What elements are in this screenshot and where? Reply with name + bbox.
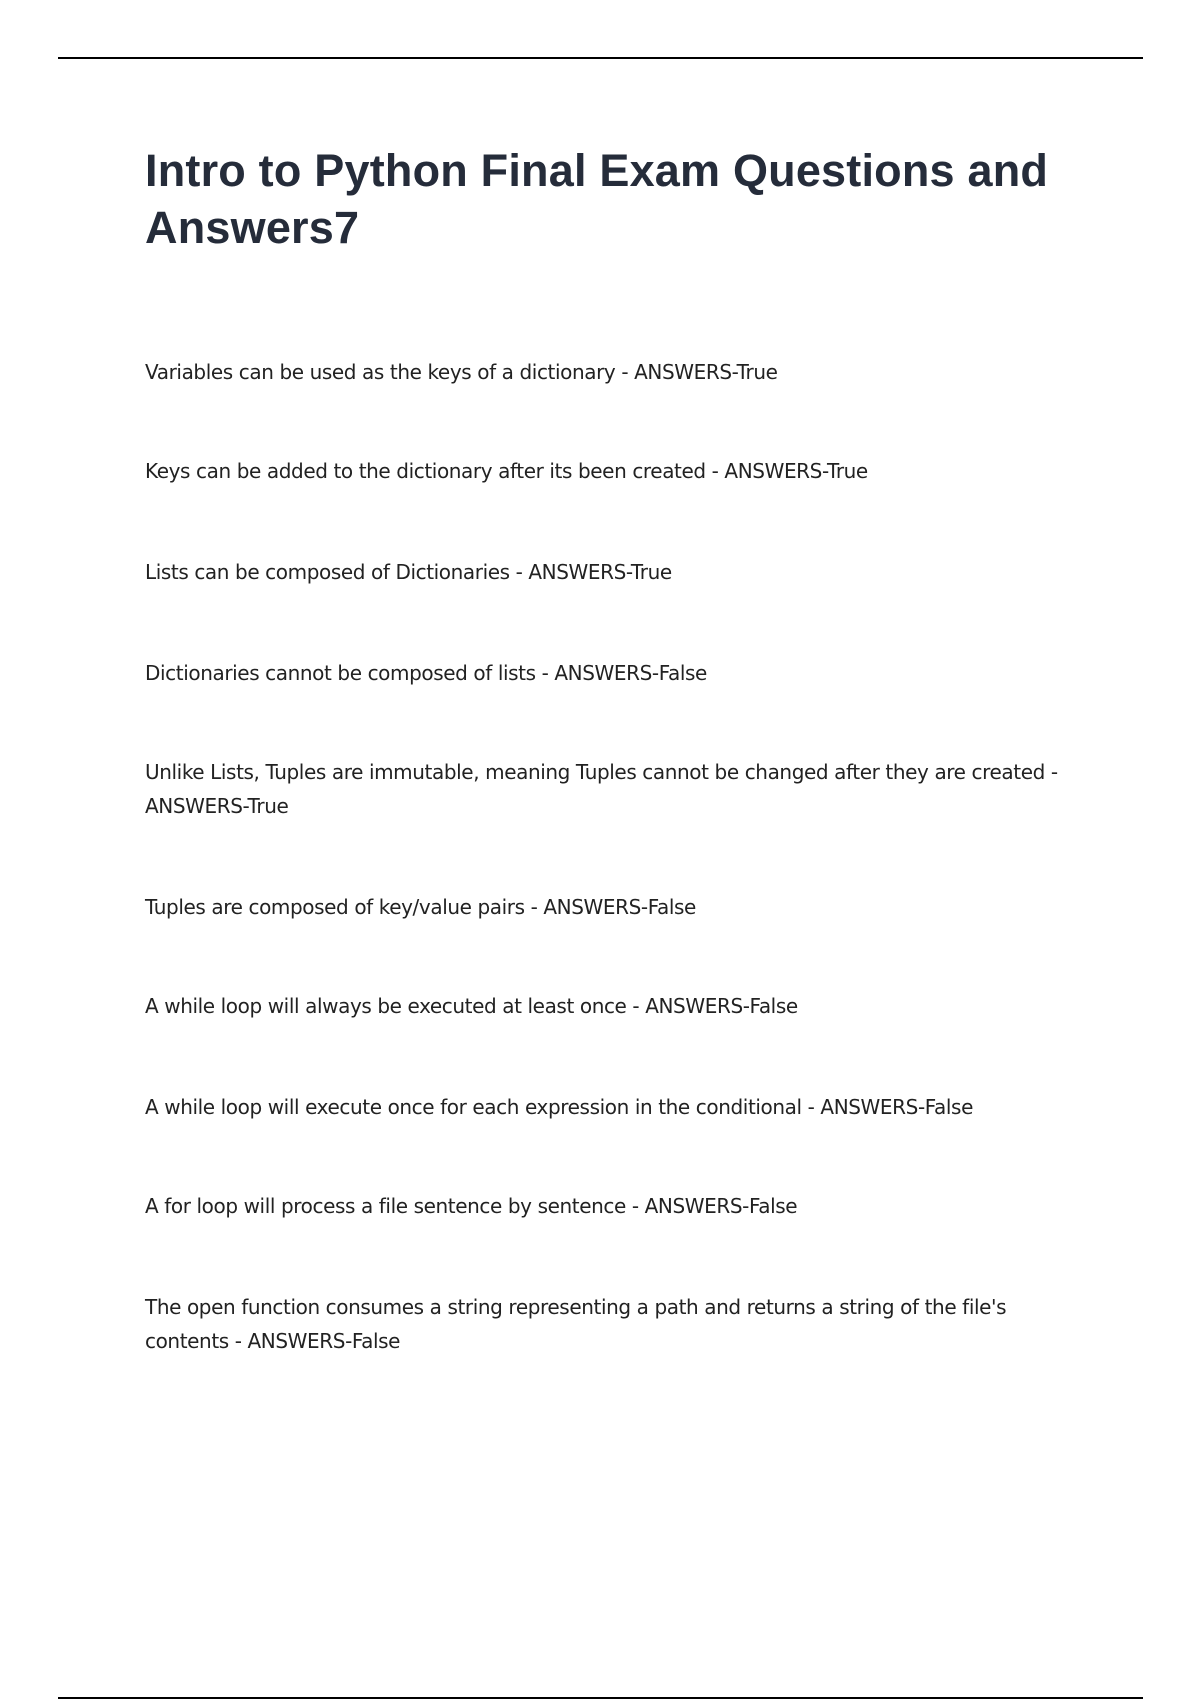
qa-item: The open function consumes a string representing a path and returns a string of the file's contents - ANSWERS-False — [145, 1295, 1007, 1353]
qa-item: Variables can be used as the keys of a dictionary - ANSWERS-True — [145, 360, 778, 384]
qa-item: A while loop will always be executed at least once - ANSWERS-False — [145, 994, 798, 1018]
bottom-divider — [58, 1697, 1143, 1699]
qa-item: Unlike Lists, Tuples are immutable, meaning Tuples cannot be changed after they are created - ANSWERS-True — [145, 760, 1058, 818]
qa-item: A while loop will execute once for each expression in the conditional - ANSWERS-False — [145, 1095, 973, 1119]
top-divider — [58, 57, 1143, 59]
qa-item: Dictionaries cannot be composed of lists - ANSWERS-False — [145, 661, 707, 685]
qa-item: Tuples are composed of key/value pairs - ANSWERS-False — [145, 895, 696, 919]
qa-item: A for loop will process a file sentence by sentence - ANSWERS-False — [145, 1194, 798, 1218]
qa-item: Keys can be added to the dictionary after its been created - ANSWERS-True — [145, 459, 868, 483]
document-title: Intro to Python Final Exam Questions and Answers7 — [145, 145, 1049, 253]
qa-item: Lists can be composed of Dictionaries - ANSWERS-True — [145, 560, 672, 584]
